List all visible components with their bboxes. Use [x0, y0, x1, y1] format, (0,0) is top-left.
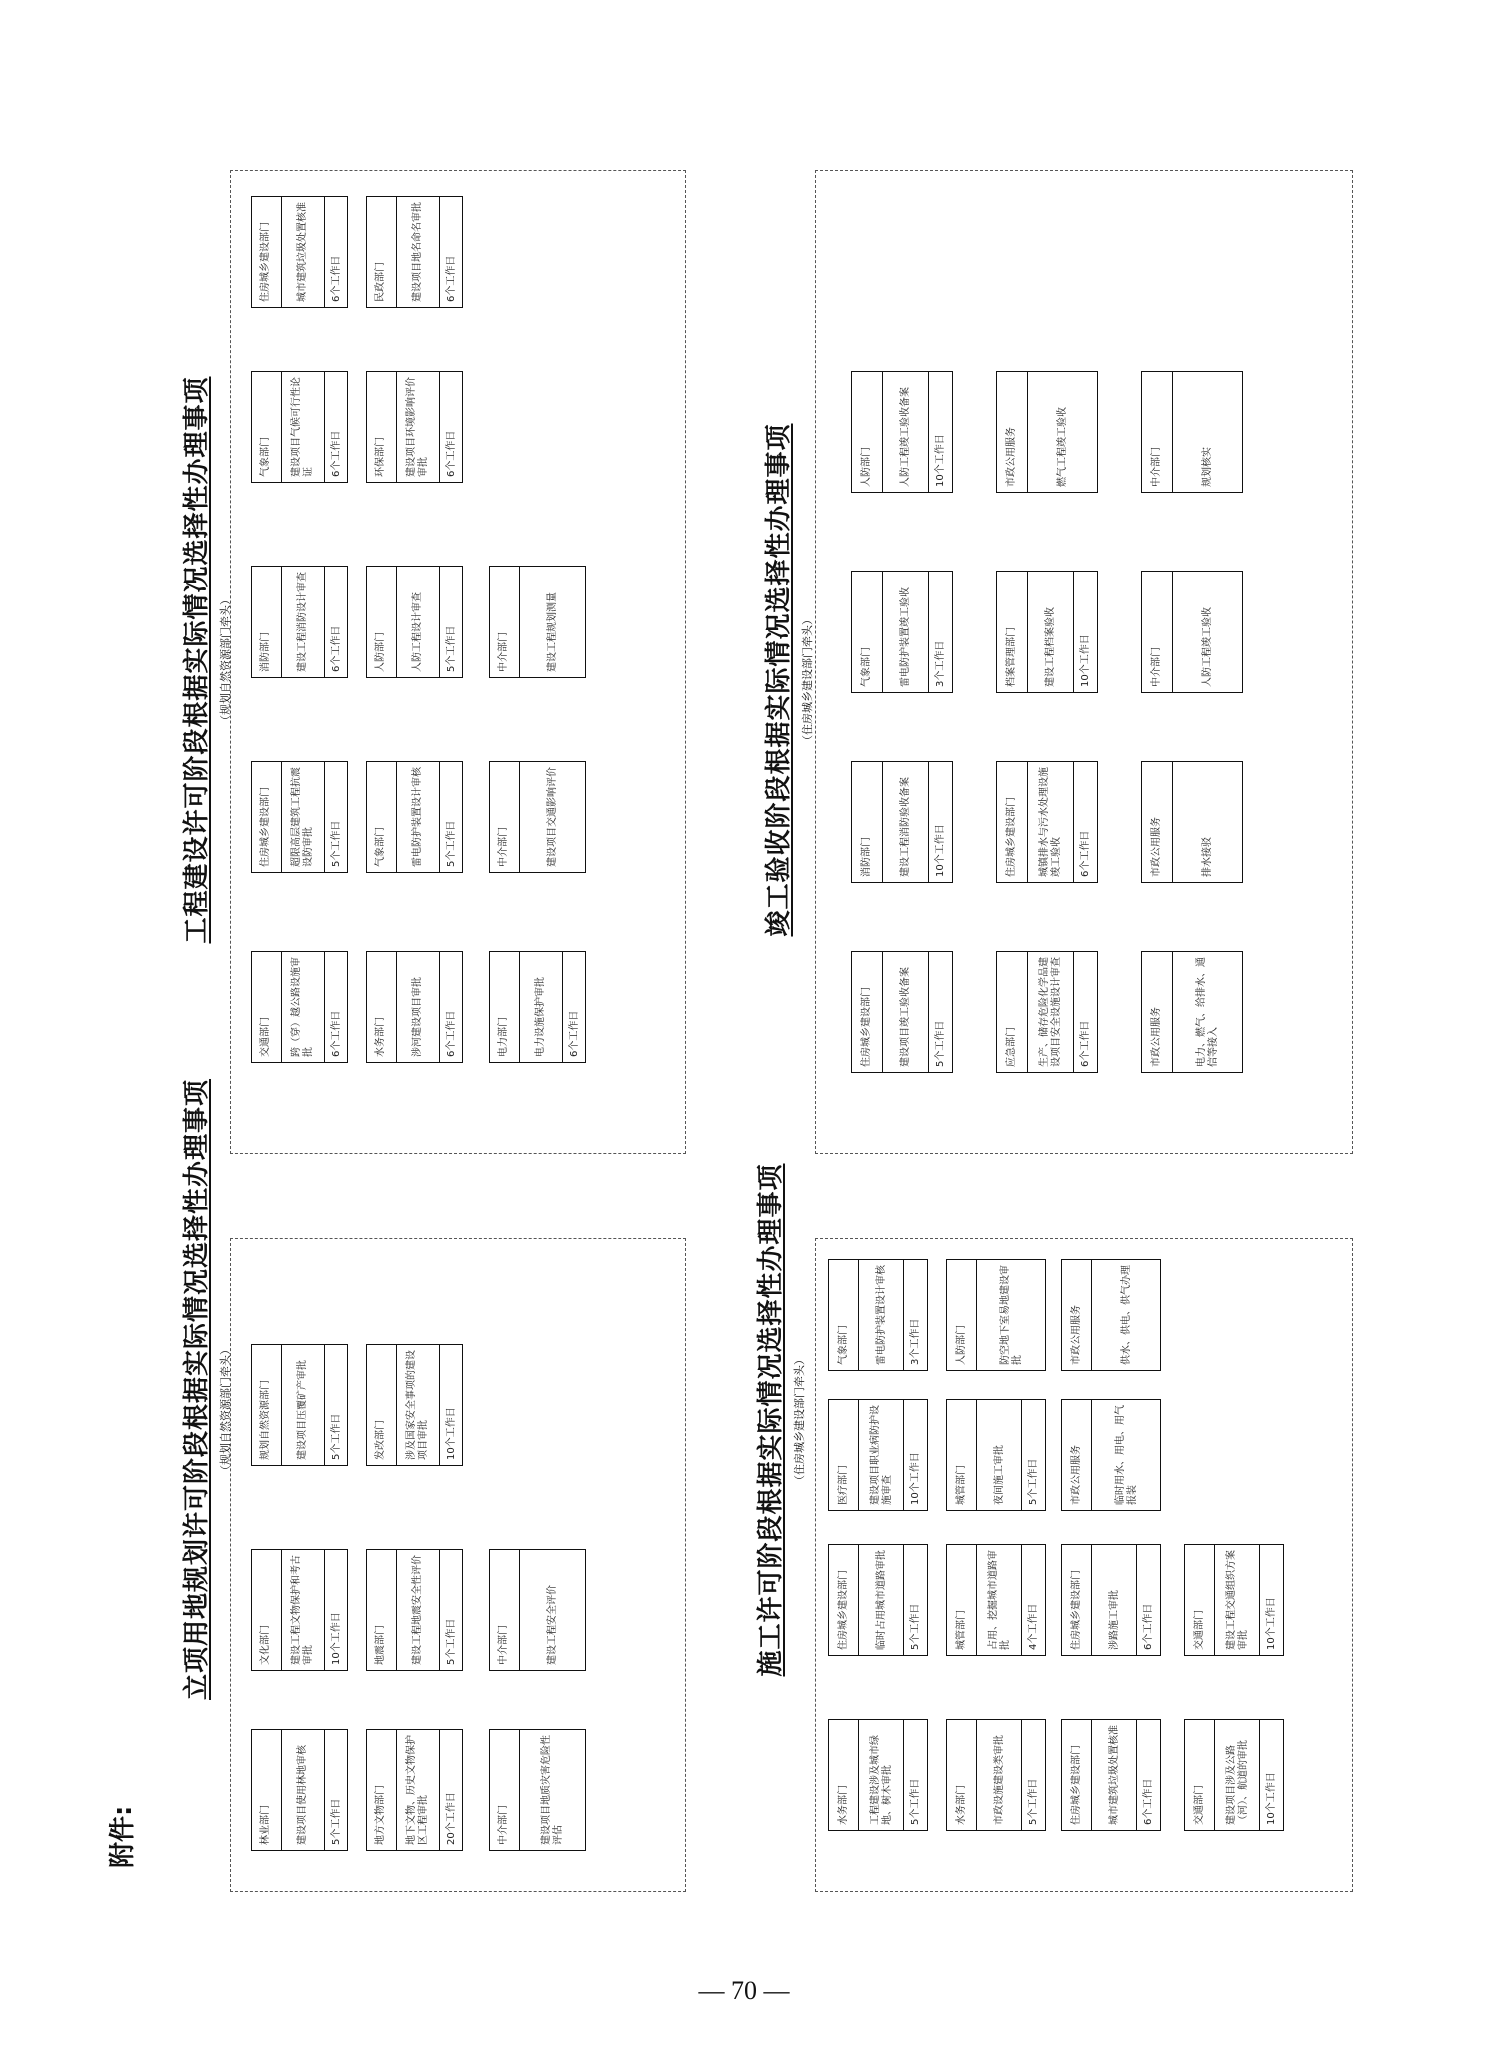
matter-card: [1141, 371, 1243, 493]
department-label: 水务部门: [837, 1785, 849, 1825]
time-limit-label: 10个工作日: [935, 434, 946, 487]
matter-label: 雷电防护装置设计审核: [412, 767, 424, 867]
time-limit-label: 6个工作日: [1080, 1020, 1091, 1067]
department-label: 中介部门: [1151, 447, 1162, 487]
time-limit-label: 10个工作日: [935, 824, 946, 877]
department-label: 人防部门: [955, 1325, 967, 1365]
department-label: 住房城乡建设部门: [837, 1570, 849, 1650]
matter-card: [1061, 1544, 1161, 1656]
panel-land-planning: [230, 1238, 686, 1892]
department-label: 中介部门: [498, 827, 510, 867]
time-limit-label: 6个工作日: [445, 255, 457, 302]
time-limit-label: 10个工作日: [445, 1407, 457, 1460]
department-label: 人防部门: [861, 447, 872, 487]
matter-label: 城市建筑垃圾处置核准: [1108, 1725, 1120, 1825]
matter-card: [251, 951, 348, 1063]
matter-card: [851, 951, 953, 1073]
time-limit-label: 10个工作日: [910, 1452, 922, 1505]
matter-card: [1061, 1259, 1161, 1371]
matter-label: 建设工程消防设计审查: [297, 572, 309, 672]
department-label: 地震部门: [375, 1625, 387, 1665]
matter-card: [946, 1544, 1046, 1656]
department-label: 住房城乡建设部门: [260, 222, 272, 302]
matter-label: 建设项目压覆矿产审批: [297, 1360, 309, 1460]
matter-label: 建设工程档案验收: [1045, 607, 1056, 687]
department-label: 消防部门: [861, 837, 872, 877]
matter-card: [946, 1259, 1046, 1371]
department-label: 气象部门: [837, 1325, 849, 1365]
time-limit-label: 5个工作日: [935, 1020, 946, 1067]
matter-card: [946, 1719, 1046, 1831]
panel-title-building-permit: 施工许可阶段根据实际情况选择性办理事项 （住房城乡建设部门牵头）: [756, 1163, 806, 1677]
time-limit-label: 5个工作日: [910, 1778, 922, 1825]
matter-label: 雷电防护装置设计审核: [875, 1265, 887, 1365]
department-label: 环保部门: [375, 437, 387, 477]
matter-label: 建设项目竣工验收备案: [900, 967, 911, 1067]
time-limit-label: 10个工作日: [330, 1612, 342, 1665]
matter-card: [251, 566, 348, 678]
matter-card: [828, 1399, 928, 1511]
department-label: 中介部门: [498, 1625, 510, 1665]
matter-label: 建设项目环境影响评价审批: [406, 377, 430, 477]
panel-completion-acceptance: [815, 170, 1353, 1154]
matter-label: 电力设施保护审批: [535, 977, 547, 1057]
department-label: 水务部门: [375, 1017, 387, 1057]
time-limit-label: 4个工作日: [1028, 1603, 1040, 1650]
department-label: 中介部门: [498, 632, 510, 672]
matter-label: 人防工程设计审查: [412, 592, 424, 672]
matter-label: 建设项目涉及公路（河）、航道的审批: [1225, 1740, 1249, 1825]
matter-card: [996, 951, 1098, 1073]
department-label: 规划自然资源部门: [260, 1380, 272, 1460]
matter-card: [251, 761, 348, 873]
matter-card: [251, 1729, 348, 1851]
matter-card: [366, 1549, 463, 1671]
matter-label: 夜间施工审批: [993, 1445, 1005, 1505]
time-limit-label: 10个工作日: [1266, 1597, 1278, 1650]
department-label: 中介部门: [498, 1805, 510, 1845]
matter-card: [851, 761, 953, 883]
matter-label: 涉路施工审批: [1108, 1590, 1120, 1650]
panel-title-completion-acceptance: 竣工验收阶段根据实际情况选择性办理事项 （住房城乡建设部门牵头）: [764, 423, 814, 937]
panel-construction-permit: [230, 170, 686, 1154]
matter-card: [996, 371, 1098, 493]
matter-card: [1061, 1399, 1161, 1511]
matter-card: [946, 1399, 1046, 1511]
time-limit-label: 6个工作日: [1143, 1603, 1155, 1650]
matter-label: 建设项目交通影响评价: [546, 767, 558, 867]
time-limit-label: 6个工作日: [568, 1010, 580, 1057]
matter-card: [489, 951, 586, 1063]
matter-card: [366, 1344, 463, 1466]
matter-label: 建设项目使用林地审核: [297, 1745, 309, 1845]
time-limit-label: 5个工作日: [330, 1798, 342, 1845]
department-label: 市政公用服务: [1151, 1007, 1162, 1067]
matter-card: [366, 951, 463, 1063]
department-label: 住房城乡建设部门: [1070, 1570, 1082, 1650]
matter-card: [1184, 1719, 1284, 1831]
matter-card: [366, 1729, 463, 1851]
matter-label: 建设项目地名命名审批: [412, 202, 424, 302]
matter-label: 建设工程交通组织方案审批: [1225, 1550, 1249, 1650]
department-label: 地方文物部门: [375, 1785, 387, 1845]
matter-card: [828, 1259, 928, 1371]
time-limit-label: 6个工作日: [1143, 1778, 1155, 1825]
department-label: 住房城乡建设部门: [260, 787, 272, 867]
matter-label: 临时用水、用电、用气报装: [1114, 1405, 1138, 1505]
department-label: 人防部门: [375, 632, 387, 672]
time-limit-label: 5个工作日: [445, 625, 457, 672]
matter-label: 涉河建设项目审批: [412, 977, 424, 1057]
department-label: 市政公用服务: [1070, 1305, 1082, 1365]
department-label: 民政部门: [375, 262, 387, 302]
department-label: 电力部门: [498, 1017, 510, 1057]
department-label: 市政公用服务: [1006, 427, 1017, 487]
matter-label: 城市建筑垃圾处置核准: [297, 202, 309, 302]
matter-label: 燃气工程竣工验收: [1057, 407, 1068, 487]
department-label: 交通部门: [1193, 1785, 1205, 1825]
department-label: 文化部门: [260, 1625, 272, 1665]
department-label: 气象部门: [375, 827, 387, 867]
page-number: — 70 —: [698, 1976, 790, 2005]
time-limit-label: 6个工作日: [330, 1010, 342, 1057]
matter-card: [489, 1729, 586, 1851]
matter-card: [1141, 951, 1243, 1073]
department-label: 住房城乡建设部门: [1006, 797, 1017, 877]
department-label: 发改部门: [375, 1420, 387, 1460]
matter-label: 生产、储存危险化学品建设项目安全设施设计审查: [1039, 957, 1062, 1067]
time-limit-label: 5个工作日: [445, 820, 457, 867]
department-label: 档案管理部门: [1006, 627, 1017, 687]
time-limit-label: 5个工作日: [1028, 1778, 1040, 1825]
matter-card: [489, 761, 586, 873]
matter-label: 人防工程竣工验收备案: [900, 387, 911, 487]
matter-label: 建设项目气候可行性论证: [291, 377, 315, 477]
department-label: 城管部门: [955, 1465, 967, 1505]
department-label: 市政公用服务: [1151, 817, 1162, 877]
department-label: 交通部门: [260, 1017, 272, 1057]
matter-card: [1141, 571, 1243, 693]
time-limit-label: 3个工作日: [935, 640, 946, 687]
matter-card: [1141, 761, 1243, 883]
department-label: 中介部门: [1151, 647, 1162, 687]
matter-label: 临时占用城市道路审批: [875, 1550, 887, 1650]
time-limit-label: 10个工作日: [1266, 1772, 1278, 1825]
matter-card: [996, 571, 1098, 693]
matter-label: 电力、燃气、给排水、通信等接入: [1196, 957, 1219, 1067]
time-limit-label: 5个工作日: [445, 1618, 457, 1665]
matter-card: [489, 566, 586, 678]
matter-label: 建设项目地质灾害危险性评估: [540, 1735, 564, 1845]
department-label: 气象部门: [861, 647, 872, 687]
matter-card: [1061, 1719, 1161, 1831]
matter-label: 跨（穿）越公路设施审批: [291, 957, 315, 1057]
matter-label: 涉及国家安全事项的建设项目审批: [406, 1350, 430, 1460]
time-limit-label: 6个工作日: [1080, 830, 1091, 877]
matter-card: [489, 1549, 586, 1671]
matter-label: 建设工程地震安全性评价: [412, 1555, 424, 1665]
matter-card: [366, 566, 463, 678]
department-label: 交通部门: [1193, 1610, 1205, 1650]
matter-label: 建设工程文物保护和考古审批: [291, 1555, 315, 1665]
department-label: 医疗部门: [837, 1465, 849, 1505]
matter-label: 人防工程竣工验收: [1202, 607, 1213, 687]
matter-card: [366, 196, 463, 308]
time-limit-label: 6个工作日: [330, 430, 342, 477]
department-label: 林业部门: [260, 1805, 272, 1845]
matter-label: 市政设施建设类审批: [993, 1735, 1005, 1825]
panel-title-construction-permit: 工程建设许可阶段根据实际情况选择性办理事项 （规划自然资源部门牵头）: [182, 376, 232, 944]
matter-label: 建设工程安全评价: [546, 1585, 558, 1665]
time-limit-label: 5个工作日: [1028, 1458, 1040, 1505]
matter-card: [366, 371, 463, 483]
time-limit-label: 5个工作日: [330, 1413, 342, 1460]
matter-label: 超限高层建筑工程抗震设防审批: [291, 767, 315, 867]
matter-card: [828, 1719, 928, 1831]
matter-card: [251, 1344, 348, 1466]
matter-card: [1184, 1544, 1284, 1656]
matter-label: 雷电防护装置竣工验收: [900, 587, 911, 687]
time-limit-label: 5个工作日: [330, 820, 342, 867]
department-label: 住房城乡建设部门: [861, 987, 872, 1067]
matter-card: [851, 571, 953, 693]
department-label: 城管部门: [955, 1610, 967, 1650]
matter-label: 防空地下室易地建设审批: [999, 1265, 1023, 1365]
time-limit-label: 5个工作日: [910, 1603, 922, 1650]
time-limit-label: 20个工作日: [445, 1792, 457, 1845]
matter-label: 地下文物、历史文物保护区工程审批: [406, 1735, 430, 1845]
matter-card: [851, 371, 953, 493]
time-limit-label: 6个工作日: [445, 1010, 457, 1057]
matter-card: [251, 1549, 348, 1671]
matter-label: 供水、供电、供气办理: [1120, 1265, 1132, 1365]
matter-label: 建设项目职业病防护设施审查: [869, 1405, 893, 1505]
time-limit-label: 10个工作日: [1080, 634, 1091, 687]
time-limit-label: 6个工作日: [330, 625, 342, 672]
matter-card: [828, 1544, 928, 1656]
panel-building-permit: [815, 1238, 1353, 1892]
matter-card: [366, 761, 463, 873]
matter-card: [996, 761, 1098, 883]
time-limit-label: 6个工作日: [330, 255, 342, 302]
matter-label: 建设工程规划测量: [546, 592, 558, 672]
department-label: 应急部门: [1006, 1027, 1017, 1067]
matter-label: 规划核实: [1202, 447, 1213, 487]
matter-label: 占用、挖掘城市道路审批: [987, 1550, 1011, 1650]
matter-card: [251, 196, 348, 308]
matter-label: 工程建设涉及城市绿地、树木审批: [869, 1735, 893, 1825]
time-limit-label: 6个工作日: [445, 430, 457, 477]
matter-label: 建设工程消防验收备案: [900, 777, 911, 877]
department-label: 气象部门: [260, 437, 272, 477]
matter-label: 排水接驳: [1202, 837, 1213, 877]
matter-card: [251, 371, 348, 483]
panel-title-land-planning: 立项用地规划许可阶段根据实际情况选择性办理事项 （规划自然资源部门牵头）: [182, 1078, 232, 1700]
department-label: 水务部门: [955, 1785, 967, 1825]
matter-label: 城镇排水与污水处理设施竣工验收: [1039, 767, 1062, 877]
department-label: 消防部门: [260, 632, 272, 672]
annex-label: 附件:: [108, 1805, 138, 1868]
department-label: 住房城乡建设部门: [1070, 1745, 1082, 1825]
department-label: 市政公用服务: [1070, 1445, 1082, 1505]
time-limit-label: 3个工作日: [910, 1318, 922, 1365]
